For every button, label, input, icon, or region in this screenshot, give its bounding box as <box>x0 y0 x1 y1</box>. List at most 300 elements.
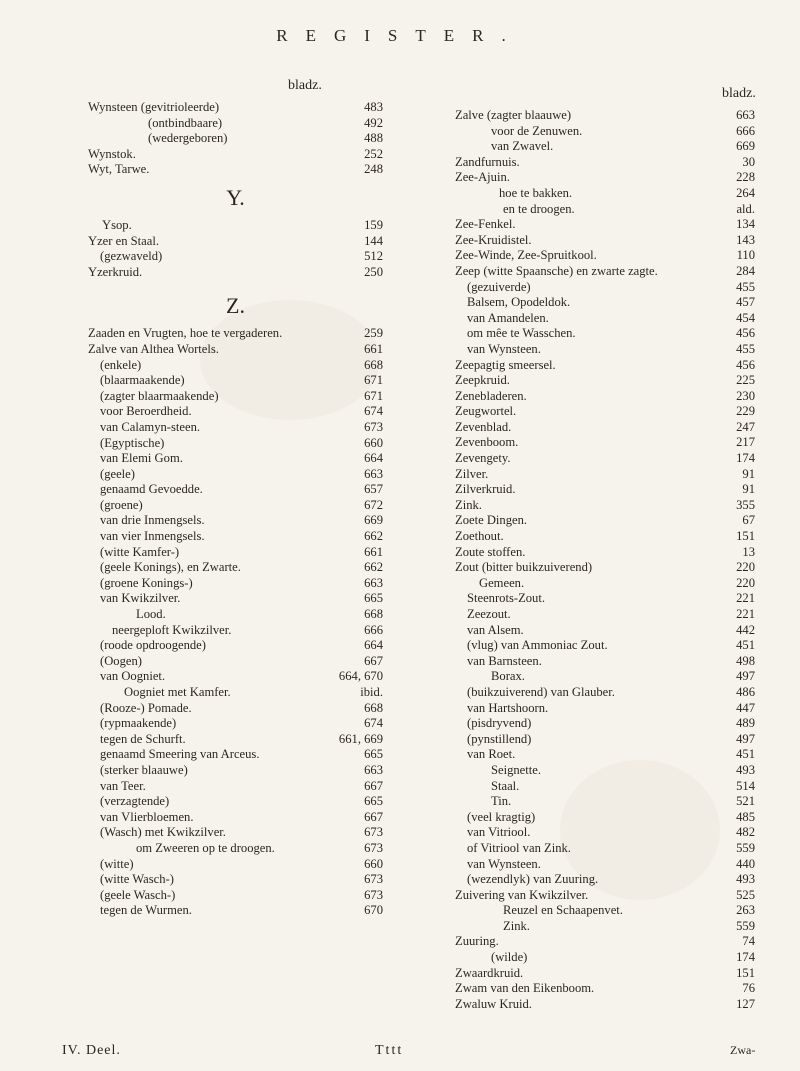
entry-text: Borax. <box>491 669 525 684</box>
entry-page-number: 666 <box>364 622 383 637</box>
index-entry <box>455 591 755 607</box>
entry-text: (veel kragtig) <box>467 809 536 824</box>
entry-text: (roode opdroogende) <box>100 638 206 653</box>
index-entry <box>88 732 383 748</box>
index-entry <box>455 498 755 514</box>
entry-page-number: 672 <box>364 497 383 512</box>
entry-page-number: ibid. <box>360 685 383 699</box>
index-entry <box>455 404 755 420</box>
index-entry <box>455 170 755 186</box>
entry-page-number: 250 <box>364 264 383 279</box>
entry-page-number: 668 <box>364 607 383 622</box>
index-entry <box>455 794 755 810</box>
entry-page-number: 673 <box>364 825 383 840</box>
entry-page-number: 67 <box>742 513 755 528</box>
entry-page-number: 673 <box>364 419 383 434</box>
entry-text: (gezuiverde) <box>467 279 531 294</box>
index-entry <box>455 186 755 202</box>
index-entry <box>88 903 383 919</box>
index-entry <box>455 857 755 873</box>
index-entry <box>455 342 755 358</box>
index-entry <box>88 716 383 732</box>
entry-page-number: 488 <box>364 131 383 146</box>
index-entry <box>88 342 383 358</box>
entry-text: Zwaluw Kruid. <box>455 996 532 1011</box>
entry-page-number: 665 <box>364 747 383 762</box>
index-entry <box>455 295 755 311</box>
entry-page-number: 127 <box>736 996 755 1011</box>
index-entry <box>455 997 755 1013</box>
entry-text: van Vlierbloemen. <box>100 809 194 824</box>
entry-text: hoe te bakken. <box>499 185 573 200</box>
entry-text: genaamd Smeering van Arceus. <box>100 747 260 762</box>
page-header: REGISTER. <box>276 26 524 45</box>
index-entry <box>88 358 383 374</box>
left-page-column-label: bladz. <box>288 78 322 93</box>
entry-page-number: 440 <box>736 856 755 871</box>
entry-text: Wyt, Tarwe. <box>88 162 150 177</box>
entry-page-number: 667 <box>364 653 383 668</box>
index-entry <box>455 888 755 904</box>
entry-text: (witte) <box>100 856 134 871</box>
right-index-column <box>455 108 755 1012</box>
index-entry <box>88 249 383 265</box>
entry-text: Lood. <box>136 607 166 622</box>
entry-page-number: 671 <box>364 373 383 388</box>
entry-text: Zeep (witte Spaansche) en zwarte zagte. <box>455 263 658 278</box>
entry-text: (buikzuiverend) van Glauber. <box>467 684 615 699</box>
entry-text: Zee-Ajuin. <box>455 170 510 185</box>
entry-page-number: 662 <box>364 529 383 544</box>
entry-page-number: 489 <box>736 716 755 731</box>
entry-text: voor de Zenuwen. <box>491 123 583 138</box>
entry-text: om Zweeren op te droogen. <box>136 840 275 855</box>
index-entry <box>88 747 383 763</box>
entry-text: genaamd Gevoedde. <box>100 482 203 497</box>
entry-page-number: 674 <box>364 716 383 731</box>
entry-text: van drie Inmengsels. <box>100 513 205 528</box>
entry-page-number: 456 <box>736 357 755 372</box>
index-group-w <box>88 100 383 178</box>
entry-text: van Calamyn-steen. <box>100 419 201 434</box>
index-entry <box>455 841 755 857</box>
entry-text: Zee-Winde, Zee-Spruitkool. <box>455 248 597 263</box>
entry-text: (verzagtende) <box>100 794 170 809</box>
entry-page-number: 74 <box>742 934 755 949</box>
entry-text: (Wasch) met Kwikzilver. <box>100 825 226 840</box>
entry-text: Zeepagtig smeersel. <box>455 357 556 372</box>
entry-text: van Teer. <box>100 778 146 793</box>
index-entry <box>455 248 755 264</box>
entry-page-number: 521 <box>736 794 755 809</box>
index-entry <box>455 623 755 639</box>
entry-text: Zilverkruid. <box>455 482 516 497</box>
entry-text: Zilver. <box>455 466 489 481</box>
index-entry <box>88 451 383 467</box>
entry-page-number: 664 <box>364 451 383 466</box>
index-entry <box>88 763 383 779</box>
index-entry <box>455 654 755 670</box>
entry-page-number: 666 <box>736 123 755 138</box>
entry-page-number: 492 <box>364 115 383 130</box>
index-entry <box>455 217 755 233</box>
entry-text: Zeugwortel. <box>455 404 517 419</box>
entry-page-number: 264 <box>736 185 755 200</box>
index-entry <box>455 264 755 280</box>
entry-page-number: 143 <box>736 232 755 247</box>
entry-text: Zee-Kruidistel. <box>455 232 532 247</box>
entry-page-number: 284 <box>736 263 755 278</box>
index-entry <box>455 919 755 935</box>
index-entry <box>455 607 755 623</box>
entry-text: Tin. <box>491 794 512 809</box>
entry-page-number: 225 <box>736 373 755 388</box>
index-entry <box>88 513 383 529</box>
entry-page-number: 662 <box>364 560 383 575</box>
index-entry <box>88 825 383 841</box>
entry-page-number: 30 <box>742 154 755 169</box>
index-entry <box>455 280 755 296</box>
index-entry <box>455 108 755 124</box>
entry-text: (Oogen) <box>100 653 142 668</box>
entry-text: (pisdryvend) <box>467 716 532 731</box>
entry-text: tegen de Wurmen. <box>100 903 192 918</box>
entry-text: van Roet. <box>467 747 516 762</box>
index-entry <box>455 701 755 717</box>
index-entry <box>455 435 755 451</box>
entry-text: Yzerkruid. <box>88 264 143 279</box>
index-entry <box>88 131 383 147</box>
entry-page-number: 151 <box>736 965 755 980</box>
index-entry <box>455 825 755 841</box>
index-entry <box>88 436 383 452</box>
entry-page-number: 661, 669 <box>338 731 383 746</box>
entry-text: (geele Konings), en Zwarte. <box>100 560 241 575</box>
entry-page-number: 221 <box>736 591 755 606</box>
index-entry <box>455 155 755 171</box>
entry-text: Zevenboom. <box>455 435 519 450</box>
index-entry <box>88 389 383 405</box>
index-entry <box>455 513 755 529</box>
index-entry <box>455 685 755 701</box>
index-entry <box>88 872 383 888</box>
entry-page-number: 485 <box>736 809 755 824</box>
entry-text: Zandfurnuis. <box>455 154 520 169</box>
entry-page-number: 674 <box>364 404 383 419</box>
entry-page-number: 665 <box>364 591 383 606</box>
entry-page-number: 667 <box>364 809 383 824</box>
entry-page-number: 493 <box>736 872 755 887</box>
index-entry <box>455 420 755 436</box>
index-entry <box>455 669 755 685</box>
entry-text: en te droogen. <box>503 201 575 216</box>
index-entry <box>88 841 383 857</box>
entry-text: Zevengety. <box>455 451 511 466</box>
entry-page-number: 661 <box>364 544 383 559</box>
entry-page-number: 669 <box>364 513 383 528</box>
entry-text: Reuzel en Schaapenvet. <box>503 903 623 918</box>
index-entry <box>455 311 755 327</box>
index-entry <box>88 576 383 592</box>
entry-text: (witte Wasch-) <box>100 872 174 887</box>
entry-text: Zwam van den Eikenboom. <box>455 981 595 996</box>
entry-text: Seignette. <box>491 762 542 777</box>
index-entry <box>88 888 383 904</box>
index-entry <box>88 467 383 483</box>
entry-text: Zee-Fenkel. <box>455 217 516 232</box>
entry-text: Ysop. <box>102 217 132 232</box>
entry-page-number: 455 <box>736 341 755 356</box>
signature-mark: Tttt <box>375 1043 404 1058</box>
entry-text: (groene) <box>100 497 143 512</box>
index-entry <box>455 202 755 218</box>
index-group-y <box>88 218 383 280</box>
entry-text: (Egyptische) <box>100 435 165 450</box>
entry-text: van Vitriool. <box>467 825 531 840</box>
entry-page-number: 110 <box>736 248 755 263</box>
entry-page-number: 159 <box>364 217 383 232</box>
entry-page-number: 355 <box>736 497 755 512</box>
entry-text: of Vitriool van Zink. <box>467 840 571 855</box>
entry-text: (blaarmaakende) <box>100 373 185 388</box>
entry-page-number: 220 <box>736 575 755 590</box>
entry-text: (rypmaakende) <box>100 716 177 731</box>
entry-text: Zuuring. <box>455 934 499 949</box>
entry-text: (wilde) <box>491 950 528 965</box>
entry-text: van Zwavel. <box>491 139 554 154</box>
index-group-z <box>88 326 383 919</box>
entry-page-number: 91 <box>742 482 755 497</box>
index-entry <box>88 373 383 389</box>
entry-page-number: 673 <box>364 840 383 855</box>
entry-text: (ontbindbaare) <box>148 115 223 130</box>
entry-page-number: 91 <box>742 466 755 481</box>
index-entry <box>88 779 383 795</box>
index-entry <box>455 373 755 389</box>
entry-text: Wynstok. <box>88 146 136 161</box>
entry-page-number: 668 <box>364 357 383 372</box>
entry-page-number: 144 <box>364 233 383 248</box>
index-entry <box>455 139 755 155</box>
index-entry <box>88 701 383 717</box>
entry-text: Zeepkruid. <box>455 373 510 388</box>
left-index-column <box>88 100 383 919</box>
entry-page-number: 514 <box>736 778 755 793</box>
entry-page-number: 670 <box>364 903 383 918</box>
index-entry <box>455 716 755 732</box>
entry-page-number: 151 <box>736 529 755 544</box>
index-entry <box>88 545 383 561</box>
index-entry <box>88 685 383 701</box>
entry-text: (groene Konings-) <box>100 575 193 590</box>
catchword: Zwa- <box>730 1043 756 1057</box>
entry-page-number: 664, 670 <box>338 669 383 684</box>
entry-page-number: 497 <box>736 669 755 684</box>
index-entry <box>455 950 755 966</box>
entry-page-number: 134 <box>736 217 755 232</box>
entry-page-number: 669 <box>736 139 755 154</box>
entry-page-number: 664 <box>364 638 383 653</box>
entry-text: (vlug) van Ammoniac Zout. <box>467 638 608 653</box>
entry-text: om mêe te Wasschen. <box>467 326 576 341</box>
entry-page-number: ald. <box>736 201 755 216</box>
entry-text: Balsem, Opodeldok. <box>467 295 571 310</box>
entry-page-number: 559 <box>736 918 755 933</box>
entry-text: van Hartshoorn. <box>467 700 549 715</box>
entry-text: (gezwaveld) <box>100 249 163 264</box>
entry-page-number: 661 <box>364 341 383 356</box>
entry-text: Zalve van Althea Wortels. <box>88 341 219 356</box>
entry-text: Zevenblad. <box>455 419 512 434</box>
section-letter-z: Z. <box>226 293 245 319</box>
index-entry <box>455 981 755 997</box>
entry-page-number: 663 <box>736 108 755 122</box>
index-entry <box>455 934 755 950</box>
index-entry <box>88 794 383 810</box>
entry-page-number: 248 <box>364 162 383 177</box>
entry-text: Zuivering van Kwikzilver. <box>455 887 589 902</box>
index-entry <box>455 638 755 654</box>
entry-page-number: 512 <box>364 249 383 264</box>
entry-page-number: 455 <box>736 279 755 294</box>
index-entry <box>455 529 755 545</box>
entry-text: (Rooze-) Pomade. <box>100 700 192 715</box>
entry-page-number: 220 <box>736 560 755 575</box>
entry-text: van Wynsteen. <box>467 341 541 356</box>
index-entry <box>455 903 755 919</box>
entry-text: Zwaardkruid. <box>455 965 524 980</box>
entry-page-number: 454 <box>736 310 755 325</box>
entry-page-number: 671 <box>364 388 383 403</box>
volume-label: IV. Deel. <box>62 1043 121 1058</box>
entry-page-number: 660 <box>364 435 383 450</box>
index-group-z-continued <box>455 108 755 1012</box>
entry-text: tegen de Schurft. <box>100 731 186 746</box>
entry-text: Zenebladeren. <box>455 388 527 403</box>
entry-text: (sterker blaauwe) <box>100 762 188 777</box>
entry-text: Oogniet met Kamfer. <box>124 685 231 699</box>
entry-page-number: 663 <box>364 762 383 777</box>
entry-page-number: 483 <box>364 100 383 114</box>
entry-page-number: 668 <box>364 700 383 715</box>
entry-text: (geele Wasch-) <box>100 887 176 902</box>
index-entry <box>455 233 755 249</box>
entry-page-number: 451 <box>736 747 755 762</box>
section-letter-y: Y. <box>226 184 245 210</box>
entry-text: (witte Kamfer-) <box>100 544 180 559</box>
index-entry <box>455 576 755 592</box>
entry-page-number: 657 <box>364 482 383 497</box>
entry-page-number: 673 <box>364 872 383 887</box>
entry-page-number: 229 <box>736 404 755 419</box>
entry-text: Zeezout. <box>467 607 511 621</box>
entry-text: van Amandelen. <box>467 310 549 325</box>
index-entry <box>88 654 383 670</box>
index-entry <box>88 498 383 514</box>
entry-page-number: 247 <box>736 419 755 434</box>
index-entry <box>88 857 383 873</box>
index-entry <box>455 560 755 576</box>
index-entry <box>455 763 755 779</box>
entry-page-number: 667 <box>364 778 383 793</box>
entry-page-number: 498 <box>736 653 755 668</box>
index-entry <box>88 116 383 132</box>
entry-text: Zoute stoffen. <box>455 544 526 559</box>
index-entry <box>455 810 755 826</box>
entry-page-number: 263 <box>736 903 755 918</box>
entry-text: Wynsteen (gevitrioleerde) <box>88 100 220 114</box>
entry-page-number: 221 <box>736 607 755 621</box>
index-entry <box>88 420 383 436</box>
entry-page-number: 259 <box>364 326 383 341</box>
index-entry <box>88 623 383 639</box>
index-entry <box>88 638 383 654</box>
entry-page-number: 230 <box>736 388 755 403</box>
index-entry <box>455 545 755 561</box>
entry-page-number: 457 <box>736 295 755 310</box>
entry-page-number: 665 <box>364 794 383 809</box>
index-entry <box>455 124 755 140</box>
entry-page-number: 673 <box>364 887 383 902</box>
entry-text: voor Beroerdheid. <box>100 404 192 419</box>
entry-text: van vier Inmengsels. <box>100 529 205 544</box>
entry-text: Zink. <box>503 918 530 933</box>
entry-text: (wezendlyk) van Zuuring. <box>467 872 599 887</box>
index-entry <box>455 467 755 483</box>
index-entry <box>88 482 383 498</box>
index-entry <box>88 560 383 576</box>
index-entry <box>455 482 755 498</box>
entry-text: van Kwikzilver. <box>100 591 181 606</box>
index-entry <box>455 732 755 748</box>
entry-page-number: 663 <box>364 466 383 481</box>
entry-text: van Barnsteen. <box>467 653 542 668</box>
index-entry <box>455 966 755 982</box>
entry-text: neergeploft Kwikzilver. <box>112 622 232 637</box>
entry-text: Zalve (zagter blaauwe) <box>455 108 572 122</box>
index-entry <box>88 234 383 250</box>
entry-page-number: 442 <box>736 622 755 637</box>
index-entry <box>88 607 383 623</box>
entry-page-number: 663 <box>364 575 383 590</box>
entry-text: Zink. <box>455 497 482 512</box>
entry-page-number: 660 <box>364 856 383 871</box>
entry-page-number: 525 <box>736 887 755 902</box>
entry-page-number: 493 <box>736 762 755 777</box>
entry-text: Zaaden en Vrugten, hoe te vergaderen. <box>88 326 283 341</box>
entry-text: Gemeen. <box>479 575 525 590</box>
index-entry <box>88 529 383 545</box>
index-entry <box>88 100 383 116</box>
entry-text: Zoete Dingen. <box>455 513 528 528</box>
index-entry <box>88 591 383 607</box>
index-entry <box>88 326 383 342</box>
index-entry <box>88 669 383 685</box>
index-entry <box>88 162 383 178</box>
entry-text: (zagter blaarmaakende) <box>100 388 219 403</box>
entry-page-number: 559 <box>736 840 755 855</box>
index-entry <box>88 404 383 420</box>
entry-text: van Oogniet. <box>100 669 166 684</box>
entry-page-number: 497 <box>736 731 755 746</box>
entry-page-number: 451 <box>736 638 755 653</box>
entry-text: Steenrots-Zout. <box>467 591 545 606</box>
entry-text: Zout (bitter buikzuiverend) <box>455 560 593 575</box>
entry-text: Staal. <box>491 778 520 793</box>
index-entry <box>455 451 755 467</box>
entry-text: van Elemi Gom. <box>100 451 183 466</box>
entry-page-number: 456 <box>736 326 755 341</box>
